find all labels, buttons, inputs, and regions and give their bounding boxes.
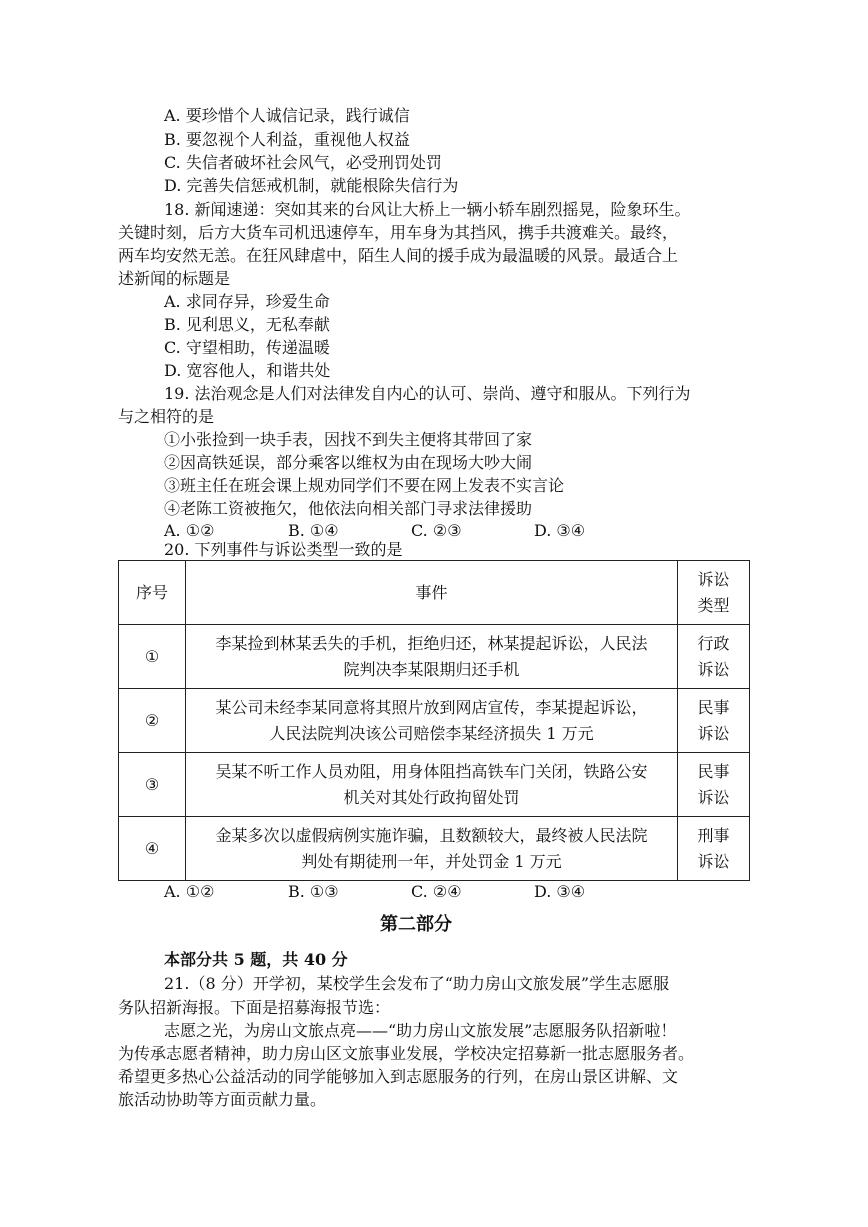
poster-line-1: 志愿之光，为房山文旅点亮——“助力房山文旅发展”志愿服务队招新啦！ xyxy=(164,1021,677,1040)
table-header-row xyxy=(119,561,750,625)
q18-stem-line-3: 两车均安然无恙。在狂风肆虐中，陌生人间的援手成为最温暖的风景。最适合上 xyxy=(118,246,679,265)
q21-stem-line-2: 务队招新海报。下面是招募海报节选： xyxy=(118,998,391,1017)
q20-stem: 20. 下列事件与诉讼类型一致的是 xyxy=(164,540,403,559)
row-event-line-2: 判处有期徒刑一年，并处罚金 1 万元 xyxy=(301,851,562,871)
row-event xyxy=(186,753,678,817)
row-event-line-2: 人民法院判决该公司赔偿李某经济损失 1 万元 xyxy=(269,723,594,743)
row-no: ③ xyxy=(119,753,186,817)
table-row xyxy=(119,817,750,881)
q19-item-1: ①小张捡到一块手表，因找不到失主便将其带回了家 xyxy=(164,430,533,449)
row-type xyxy=(678,817,750,881)
q18-option-c: C. 守望相助，传递温暖 xyxy=(164,338,330,357)
row-no: ① xyxy=(119,625,186,689)
q21-stem-line-1: 21.（8 分）开学初，某校学生会发布了“助力房山文旅发展”学生志愿服 xyxy=(164,974,670,993)
q18-option-d: D. 宽容他人，和谐共处 xyxy=(164,361,331,380)
q17-option-d: D. 完善失信惩戒机制，就能根除失信行为 xyxy=(164,176,459,195)
q19-item-2: ②因高铁延误，部分乘客以维权为由在现场大吵大闹 xyxy=(164,453,533,472)
row-event-line-1: 吴某不听工作人员劝阻，用身体阻挡高铁车门关闭，铁路公安 xyxy=(215,761,648,781)
q20-option-d: D. ③④ xyxy=(534,882,586,901)
row-event xyxy=(186,817,678,881)
row-type-line-1: 民事 xyxy=(697,761,730,781)
row-event-line-2: 院判决李某限期归还手机 xyxy=(343,659,520,679)
section-title: 第二部分 xyxy=(380,914,452,935)
row-type xyxy=(678,689,750,753)
row-no: ② xyxy=(119,689,186,753)
poster-line-2: 为传承志愿者精神，助力房山区文旅事业发展，学校决定招募新一批志愿服务者。 xyxy=(118,1044,695,1063)
table-row xyxy=(119,689,750,753)
row-type-line-1: 民事 xyxy=(697,697,730,717)
litigation-table xyxy=(118,560,750,881)
header-no: 序号 xyxy=(119,561,186,625)
table-row xyxy=(119,753,750,817)
q20-option-c: C. ②④ xyxy=(411,882,462,901)
q19-option-c: C. ②③ xyxy=(411,521,462,540)
row-type-line-2: 诉讼 xyxy=(697,787,730,807)
header-event: 事件 xyxy=(186,561,678,625)
q17-option-a: A. 要珍惜个人诚信记录，践行诚信 xyxy=(164,106,410,125)
table-row xyxy=(119,625,750,689)
row-event-line-2: 机关对其处行政拘留处罚 xyxy=(343,787,520,807)
q18-option-a: A. 求同存异，珍爱生命 xyxy=(164,292,330,311)
header-type-line-1: 诉讼 xyxy=(697,569,730,589)
row-type-line-2: 诉讼 xyxy=(697,723,730,743)
row-event-line-1: 李某捡到林某丢失的手机，拒绝归还，林某提起诉讼，人民法 xyxy=(215,633,648,653)
row-type-line-1: 行政 xyxy=(697,633,730,653)
q20-option-a: A. ①② xyxy=(164,882,215,901)
row-event xyxy=(186,625,678,689)
section-summary: 本部分共 5 题，共 40 分 xyxy=(164,950,348,969)
q20-option-b: B. ①③ xyxy=(288,882,339,901)
header-type xyxy=(678,561,750,625)
q19-option-d: D. ③④ xyxy=(534,521,586,540)
q18-stem-line-4: 述新闻的标题是 xyxy=(118,269,231,288)
row-no: ④ xyxy=(119,817,186,881)
row-type-line-2: 诉讼 xyxy=(697,851,730,871)
row-event xyxy=(186,689,678,753)
poster-line-3: 希望更多热心公益活动的同学能够加入到志愿服务的行列，在房山景区讲解、文 xyxy=(118,1067,679,1086)
poster-line-4: 旅活动协助等方面贡献力量。 xyxy=(118,1090,327,1109)
q19-stem-line-2: 与之相符的是 xyxy=(118,407,215,426)
row-type-line-1: 刑事 xyxy=(697,825,730,845)
q18-stem-line-2: 关键时刻，后方大货车司机迅速停车，用车身为其挡风，携手共渡难关。最终， xyxy=(118,223,679,242)
q18-stem-line-1: 18. 新闻速递：突如其来的台风让大桥上一辆小轿车剧烈摇晃，险象环生。 xyxy=(164,200,691,219)
row-type xyxy=(678,753,750,817)
q17-option-b: B. 要忽视个人利益，重视他人权益 xyxy=(164,130,410,149)
row-event-line-1: 金某多次以虚假病例实施诈骗，且数额较大，最终被人民法院 xyxy=(215,825,648,845)
header-type-line-2: 类型 xyxy=(697,595,730,615)
q19-stem-line-1: 19. 法治观念是人们对法律发自内心的认可、崇尚、遵守和服从。下列行为 xyxy=(164,384,691,403)
row-type-line-2: 诉讼 xyxy=(697,659,730,679)
q17-option-c: C. 失信者破坏社会风气，必受刑罚处罚 xyxy=(164,153,442,172)
q19-option-a: A. ①② xyxy=(164,521,215,540)
row-type xyxy=(678,625,750,689)
q19-item-3: ③班主任在班会课上规劝同学们不要在网上发表不实言论 xyxy=(164,476,565,495)
q19-option-b: B. ①④ xyxy=(288,521,339,540)
q18-option-b: B. 见利思义，无私奉献 xyxy=(164,315,330,334)
row-event-line-1: 某公司未经李某同意将其照片放到网店宣传，李某提起诉讼， xyxy=(215,697,648,717)
q19-item-4: ④老陈工资被拖欠，他依法向相关部门寻求法律援助 xyxy=(164,499,533,518)
